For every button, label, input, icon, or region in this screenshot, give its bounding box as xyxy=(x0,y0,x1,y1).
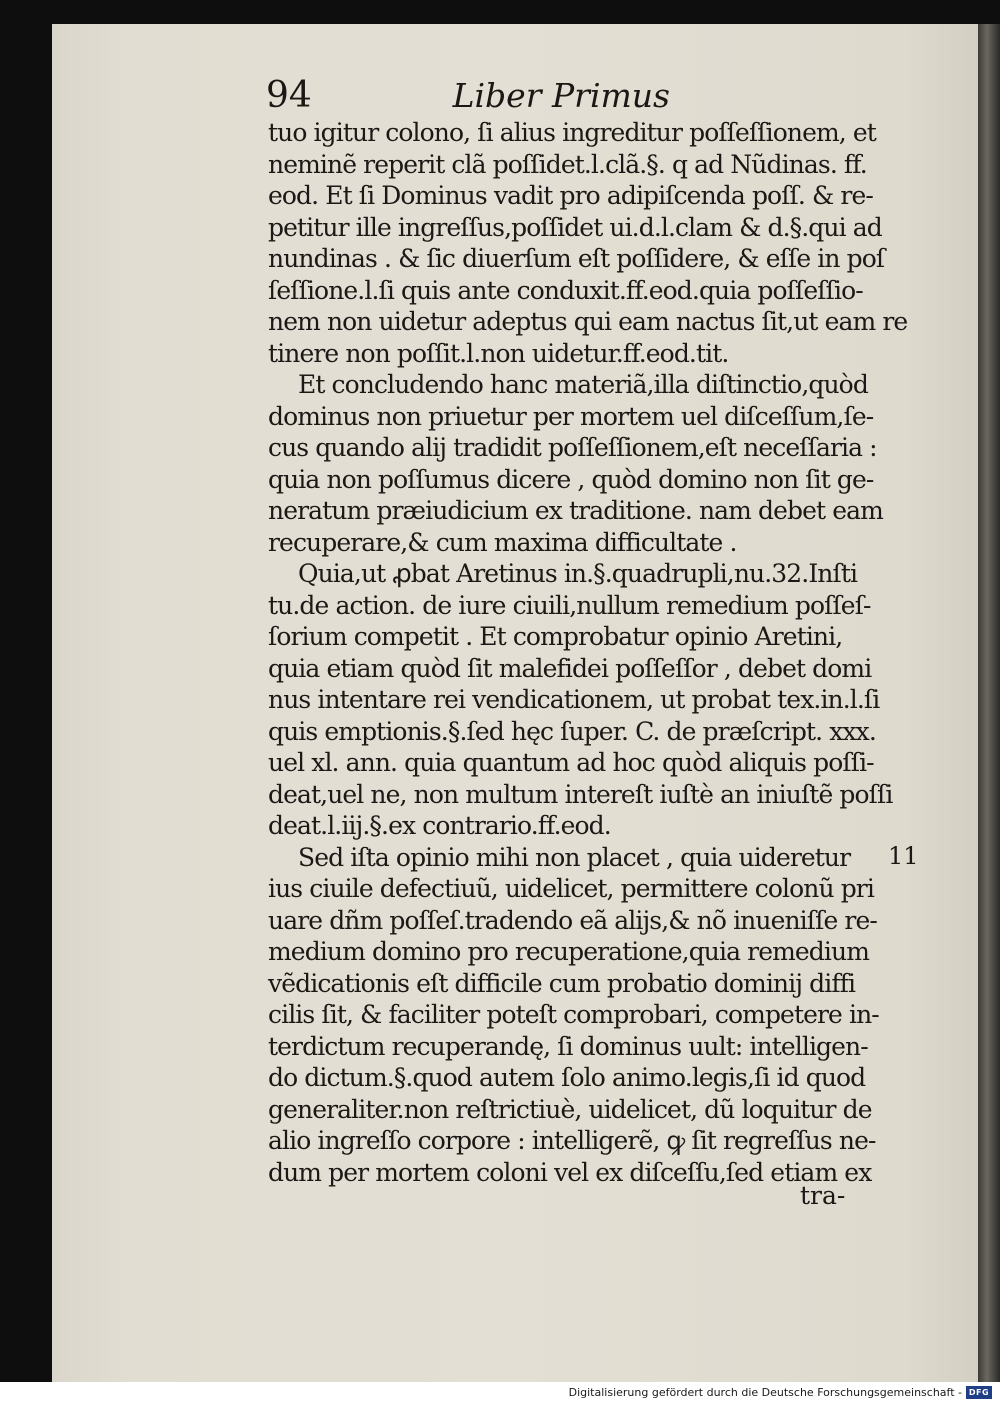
book-edge xyxy=(978,24,1000,1382)
text-line: generaliter.non reſtrictiuè, uidelicet, dũ loquitur de xyxy=(268,1094,872,1124)
page-header xyxy=(266,74,670,118)
text-line: ius ciuile defectiuũ, uidelicet, permittere colonũ pri xyxy=(268,874,874,903)
text-line: uare dñm poſſeſ.tradendo eã alijs,& nõ inueniſſe re- xyxy=(268,905,877,935)
footer-bar xyxy=(0,1382,1000,1404)
text-line: quia non poſſumus dicere , quòd domino non ſit ge- xyxy=(268,464,874,494)
text-line: quis emptionis.§.ſed hęc ſuper. C. de præſcript. xxx. xyxy=(268,716,876,746)
text-line: tinere non poſſit.l.non uidetur.ff.eod.tit. xyxy=(268,338,729,368)
page-number: 94 xyxy=(266,75,312,116)
text-line: tu.de action. de iure ciuili,nullum remedium poſſeſ- xyxy=(268,590,871,620)
dfg-logo: DFG xyxy=(966,1386,992,1399)
text-line: neminẽ reperit clã poſſidet.l.clã.§. q ad Nũdinas. ff. xyxy=(268,149,867,179)
text-line: medium domino pro recuperatione,quia remedium xyxy=(268,937,870,966)
text-line: Sed iſta opinio mihi non placet , quia uideretur xyxy=(298,842,851,872)
text-line: neratum præiudicium ex traditione. nam debet eam xyxy=(268,496,883,525)
text-line: terdictum recuperandę, ſi dominus uult: intelligen- xyxy=(268,1031,868,1061)
text-line: nus intentare rei vendicationem, ut probat tex.in.l.ſi xyxy=(268,685,880,714)
text-line: uel xl. ann. quia quantum ad hoc quòd aliquis poſſi- xyxy=(268,748,874,777)
text-line: nem non uidetur adeptus qui eam nactus ſit,ut eam re xyxy=(268,307,908,336)
text-line: petitur ille ingreſſus,poſſidet ui.d.l.clam & d.§.qui ad xyxy=(268,212,882,242)
text-line: deat,uel ne, non multum intereſt iuſtè an iniuſtẽ poſſi xyxy=(268,779,893,809)
running-head: Liber Primus xyxy=(452,76,670,115)
text-line: ſorium competit . Et comprobatur opinio Aretini, xyxy=(268,622,843,651)
text-line: Quia,ut ꝓbat Aretinus in.§.quadrupli,nu.32.Inſti xyxy=(298,559,858,588)
text-line: Et concludendo hanc materiã,illa diſtinctio,quòd xyxy=(298,370,868,399)
text-line: vẽdicationis eſt difficile cum probatio dominij diffi xyxy=(268,968,856,998)
text-line: nundinas . & ſic diuerſum eſt poſſidere, & eſſe in poſ xyxy=(268,244,885,273)
text-line: cilis ſit, & faciliter poteſt comprobari, competere in- xyxy=(268,1000,879,1029)
text-line: recuperare,& cum maxima difficultate . xyxy=(268,527,737,557)
catchword: tra- xyxy=(800,1181,846,1210)
text-line: ſeſſione.l.ſi quis ante conduxit.ff.eod.quia poſſeſſio- xyxy=(268,275,863,305)
text-line: do dictum.§.quod autem ſolo animo.legis,ſi id quod xyxy=(268,1063,866,1092)
text-line: dominus non priuetur per mortem uel diſceſſum,ſe- xyxy=(268,401,874,431)
text-line: cus quando alij tradidit poſſeſſionem,eſt neceſſaria : xyxy=(268,433,877,462)
margin-number: 11 xyxy=(888,842,919,870)
footer-credit: Digitalisierung gefördert durch die Deutsche Forschungsgemeinschaft - xyxy=(568,1386,962,1399)
text-line: quia etiam quòd ſit malefidei poſſeſſor , debet domi xyxy=(268,653,872,683)
text-line: tuo igitur colono, ſi alius ingreditur poſſeſſionem, et xyxy=(268,118,876,147)
text-line: dum per mortem coloni vel ex diſceſſu,ſed etiam ex xyxy=(268,1157,872,1187)
text-line: alio ingreſſo corpore : intelligerẽ, ꝙ ſit regreſſus ne- xyxy=(268,1126,876,1155)
text-line: deat.l.iij.§.ex contrario.ff.eod. xyxy=(268,811,611,840)
text-line: eod. Et ſi Dominus vadit pro adipiſcenda poſſ. & re- xyxy=(268,181,873,210)
